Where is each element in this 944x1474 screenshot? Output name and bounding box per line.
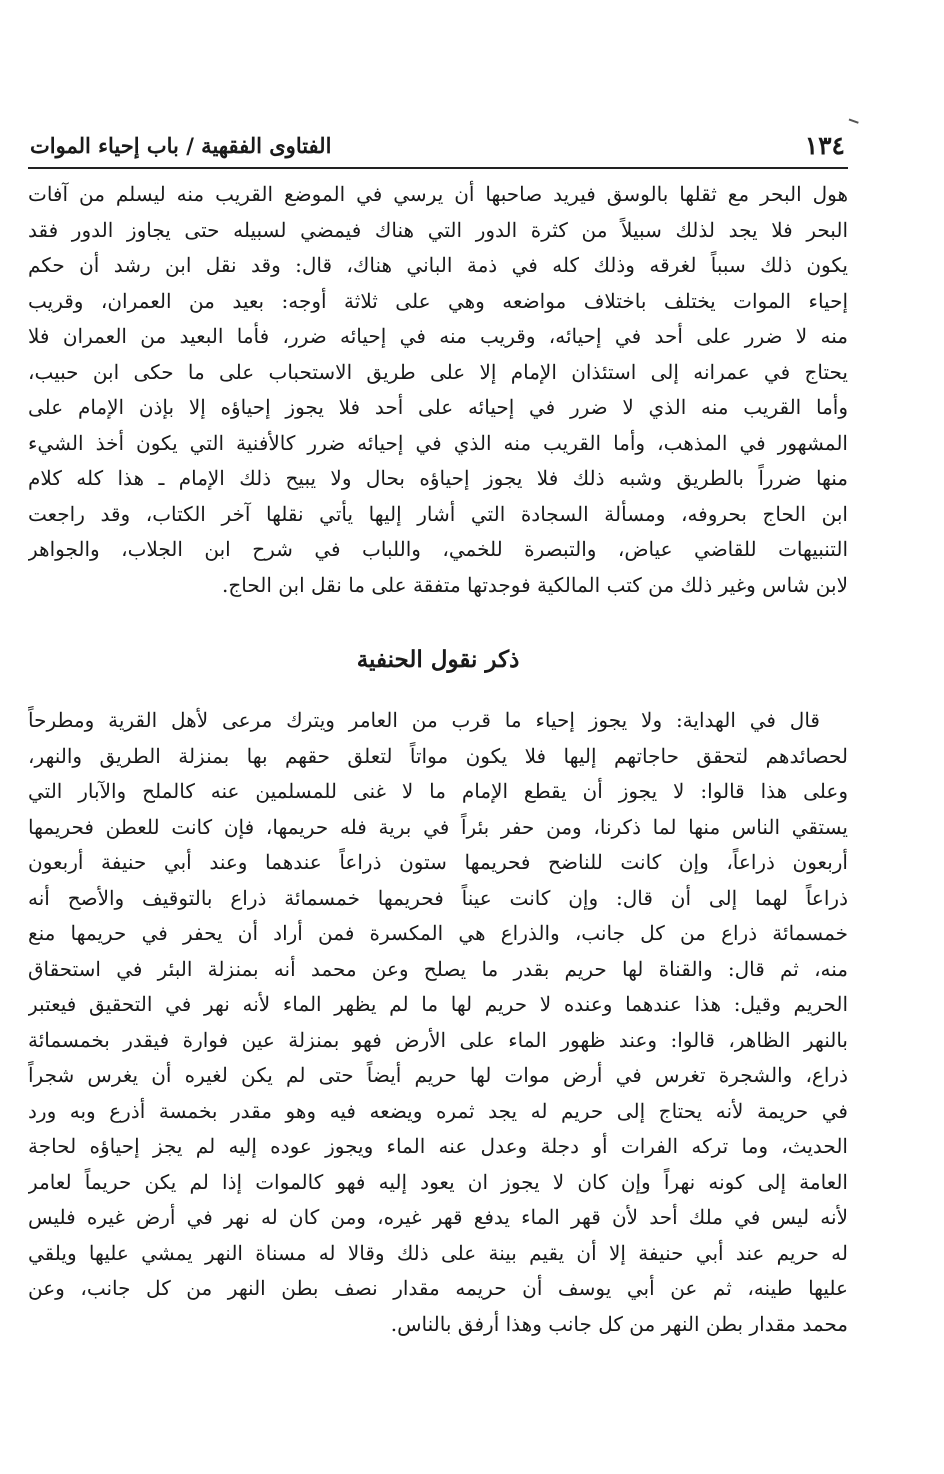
text-line: هول البحر مع ثقلها بالوسق فيريد صاحبها أن يرسي في الموضع القريب منه ليسلم من آفات: [28, 182, 848, 206]
text-line: يحتاج في عمرانه إلى استئذان الإمام إلا على طريق الاستحباب على ما حكى ابن حبيب،: [28, 359, 848, 384]
text-line: وأما القريب منه الذي لا ضرر في إحيائه على أحد فلا يجوز إحياؤه إلا بإذن الإمام على: [28, 395, 848, 419]
text-line: وعلى هذا قالوا: لا يجوز أن يقطع الإمام ما لا غنى للمسلمين عنه كالملح والآبار التي: [28, 779, 848, 803]
corner-mark: [847, 118, 858, 127]
paragraph-ibn-al-hajj: [28, 177, 848, 603]
text-line: عليها طينه، ثم عن أبي يوسف أن حريمه مقدار نصف بطن النهر من كل جانب، وعن: [28, 1276, 848, 1300]
text-line: لحصائدهم لتحقق حاجاتهم إليها فلا يكون مواتاً لتعلق حقهم بها بمنزلة الطريق والنهر،: [28, 743, 848, 768]
header-rule: [28, 167, 848, 169]
text-line: ذراعاً لهما إلى أن قال: وإن كانت عيناً فحريمها خمسمائة ذراع بالتوقيف والأصح أنه: [28, 885, 848, 910]
text-line: ابن الحاج بحروفه، ومسألة السجادة التي أشار إليها يأتي نقلها آخر الكتاب، وقد راجعت: [28, 501, 848, 526]
text-line: خمسمائة ذراع من كل جانب، والذراع هي المكسرة فمن أراد أن يحفر في حريمها منع: [28, 921, 848, 945]
text-line: بالنهر الظاهر، قالوا: وعند ظهور الماء على الأرض فهو بمنزلة عين فوارة فيقدر بخمسمائة: [28, 1027, 848, 1052]
section-heading: ذكر نقول الحنفية: [356, 646, 520, 673]
paragraph-hidaya: [28, 703, 848, 1342]
text-line: البحر فلا يجد لذلك سبيلاً من كثرة الدور التي هناك فيمضي لسبيله حتى يجاوز الدور فقد: [28, 217, 848, 242]
text-line: يستقي الناس منها لما ذكرنا، ومن حفر بئراً في برية فله حريمها، فإن كانت للعطن فحريمها: [28, 814, 848, 839]
text-line: لأنه ليس في ملك أحد لأن قهر الماء يدفع قهر غيره، ومن كان له نهر في أرض غيره فليس: [28, 1205, 848, 1229]
text-line: له حريم عند أبي حنيفة إلا أن يقيم بينة على ذلك وقالا له مسناة النهر يمشي عليها ويلقي: [28, 1240, 848, 1265]
text-line: في حريمة لأنه يحتاج إلى حريم له يجد ثمره ويضعه فيه وهو مقدر بخمسة أذرع وبه ورد: [28, 1098, 848, 1123]
text-line: العامة إلى كونه نهراً وإن كان لا يجوز ان يعود إليه فهو كالموات إذا لم يكن حريماً لعامر: [28, 1169, 848, 1194]
page-header: [30, 128, 845, 164]
text-line: لابن شاس وغير ذلك من كتب المالكية فوجدتها متفقة على ما نقل ابن الحاج.: [222, 572, 848, 597]
text-line: أربعون ذراعاً، وإن كانت للناضح فحريمها ستون ذراعاً عندهما وعند أبي حنيفة أربعون: [28, 850, 848, 874]
running-title: الفتاوى الفقهية / باب إحياء الموات: [30, 133, 332, 158]
text-line: قال في الهداية: ولا يجوز إحياء ما قرب من العامر ويترك مرعى لأهل القرية ومطرحاً: [28, 708, 820, 732]
text-line: الحريم وقيل: هذا عندهما وعنده لا حريم لها ما لم يظهر الماء لأنه نهر في التحقيق فيعتبر: [28, 992, 848, 1016]
text-line: ذراع، والشجرة تغرس في أرض موات لها حريم أيضاً حتى لم يكن لغيره أن يغرس شجراً: [28, 1063, 848, 1087]
text-line: الحديث، وما تركه الفرات أو دجلة وعدل عنه الماء ويجوز عوده إليه لم يجز إحياؤه لحاجة: [28, 1134, 848, 1158]
text-line: محمد مقدار بطن النهر من كل جانب وهذا أرفق بالناس.: [390, 1311, 848, 1336]
text-line: يكون ذلك سبباً لغرقه وذلك كله في ذمة الباني هناك، قال: وقد نقل ابن رشد أن حكم: [28, 253, 848, 277]
text-line: التنبيهات للقاضي عياض، والتبصرة للخمي، واللباب في شرح ابن الجلاب، والجواهر: [28, 537, 848, 561]
text-line: منه، ثم قال: والقناة لها حريم بقدر ما يصلح وعن محمد أنه بمنزلة البئر في استحقاق: [28, 956, 848, 981]
text-line: إحياء الموات يختلف باختلاف مواضعه وهي على ثلاثة أوجه: بعيد من العمران، وقريب: [28, 288, 848, 313]
page-number: ١٣٤: [804, 131, 845, 160]
text-line: المشهور في المذهب، وأما القريب منه الذي في إحيائه ضرر كالأفنية التي يكون أخذ الشيء: [28, 430, 848, 455]
text-line: منها ضرراً بالطريق وشبه ذلك فلا يجوز إحياؤه بحال ولا يبيح ذلك الإمام ـ هذا كله كلام: [28, 466, 848, 490]
text-line: منه لا ضرر على أحد في إحيائه، وقريب منه في إحيائه ضرر، فأما البعيد من العمران فلا: [28, 324, 848, 348]
